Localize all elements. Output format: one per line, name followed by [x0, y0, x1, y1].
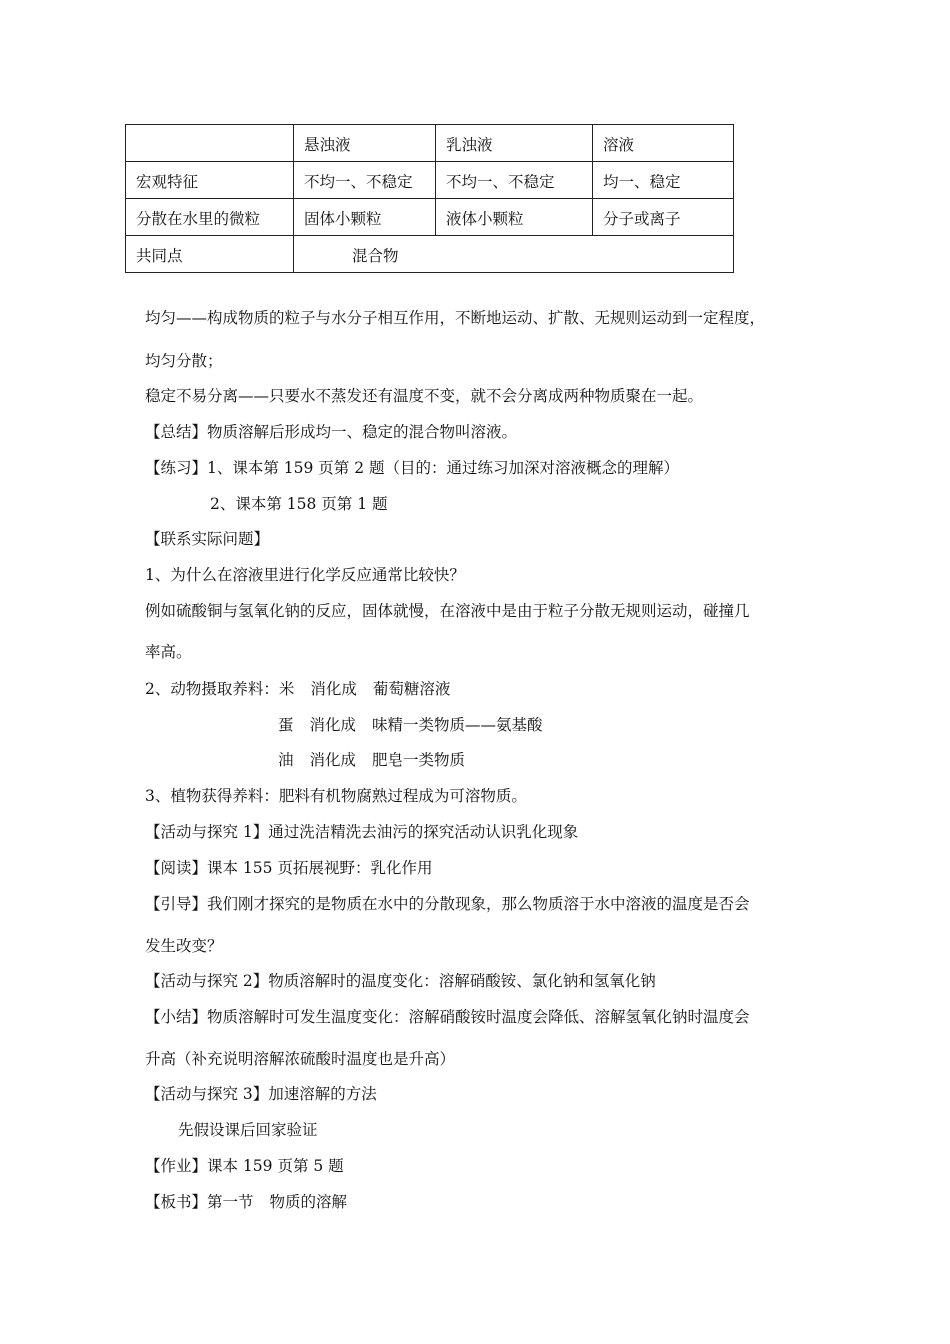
paragraph-line: 均匀——构成物质的粒子与水分子相互作用，不断地运动、扩散、无规则运动到一定程度， [145, 309, 766, 327]
paragraph-line: 稳定不易分离——只要水不蒸发还有温度不变，就不会分离成两种物质聚在一起。 [145, 387, 704, 405]
table-cell: 液体小颗粒 [436, 199, 593, 236]
nutrition-line [278, 713, 543, 735]
line-part: 消化成 [309, 716, 357, 734]
exercise-line: 2、课本第 158 页第 1 题 [210, 495, 388, 513]
table-row [126, 199, 734, 236]
line-part: 【板书】第一节 [145, 1193, 254, 1211]
guide-line: 发生改变？ [145, 937, 223, 955]
summary-line: 【总结】物质溶解后形成均一、稳定的混合物叫溶液。 [145, 423, 518, 441]
line-part: 消化成 [309, 751, 357, 769]
line-part: 消化成 [310, 680, 357, 698]
table-header-row [126, 125, 734, 162]
table-header-cell: 溶液 [593, 125, 734, 162]
paragraph-line: 均匀分散； [145, 352, 223, 370]
table-cell: 分子或离子 [593, 199, 734, 236]
paragraph-line: 先假设课后回家验证 [178, 1121, 318, 1139]
table-row [126, 236, 734, 273]
line-part: 2、动物摄取养料：米 [145, 680, 295, 698]
guide-line: 【引导】我们刚才探究的是物质在水中的分散现象，那么物质溶于水中溶液的温度是否会 [145, 895, 750, 913]
table-cell: 不均一、不稳定 [436, 162, 593, 199]
activity-line: 【活动与探究 2】物质溶解时的温度变化：溶解硝酸铵、氯化钠和氢氧化钠 [145, 972, 656, 990]
row-label: 宏观特征 [126, 162, 294, 199]
line-part: 蛋 [278, 716, 294, 734]
table-header-cell: 悬浊液 [294, 125, 436, 162]
row-label: 分散在水里的微粒 [126, 199, 294, 236]
table-cell: 不均一、不稳定 [294, 162, 436, 199]
merged-cell [294, 236, 734, 273]
question-line: 1、为什么在溶液里进行化学反应通常比较快？ [145, 566, 465, 584]
paragraph-line: 例如硫酸铜与氢氧化钠的反应，固体就慢，在溶液中是由于粒子分散无规则运动，碰撞几 [145, 602, 750, 620]
activity-line: 【活动与探究 1】通过洗洁精洗去油污的探究活动认识乳化现象 [145, 823, 579, 841]
table-row [126, 162, 734, 199]
comparison-table [125, 124, 734, 273]
board-line [145, 1190, 347, 1212]
nutrition-line [278, 748, 465, 770]
section-heading: 【联系实际问题】 [145, 530, 270, 548]
nutrition-line [145, 677, 450, 699]
table-header-cell: 乳浊液 [436, 125, 593, 162]
line-part: 油 [278, 751, 294, 769]
homework-line: 【作业】课本 159 页第 5 题 [145, 1157, 344, 1175]
row-label: 共同点 [126, 236, 294, 273]
table-header-cell [126, 125, 294, 162]
line-part: 肥皂一类物质 [372, 751, 466, 769]
paragraph-line: 率高。 [145, 643, 192, 661]
line-part: 味精一类物质——氨基酸 [372, 716, 543, 734]
line-part: 物质的溶解 [269, 1193, 348, 1211]
summary-line: 升高（补充说明溶解浓硫酸时温度也是升高） [145, 1050, 456, 1068]
line-part: 葡萄糖溶液 [372, 680, 451, 698]
reading-line: 【阅读】课本 155 页拓展视野：乳化作用 [145, 859, 433, 877]
exercise-line: 【练习】1、课本第 159 页第 2 题（目的：通过练习加深对溶液概念的理解） [145, 459, 680, 477]
paragraph-line: 3、植物获得养料：肥料有机物腐熟过程成为可溶物质。 [145, 787, 527, 805]
table-cell: 均一、稳定 [593, 162, 734, 199]
common-value: 混合物 [352, 247, 399, 265]
table-cell: 固体小颗粒 [294, 199, 436, 236]
activity-line: 【活动与探究 3】加速溶解的方法 [145, 1085, 377, 1103]
summary-line: 【小结】物质溶解时可发生温度变化：溶解硝酸铵时温度会降低、溶解氢氧化钠时温度会 [145, 1008, 750, 1026]
